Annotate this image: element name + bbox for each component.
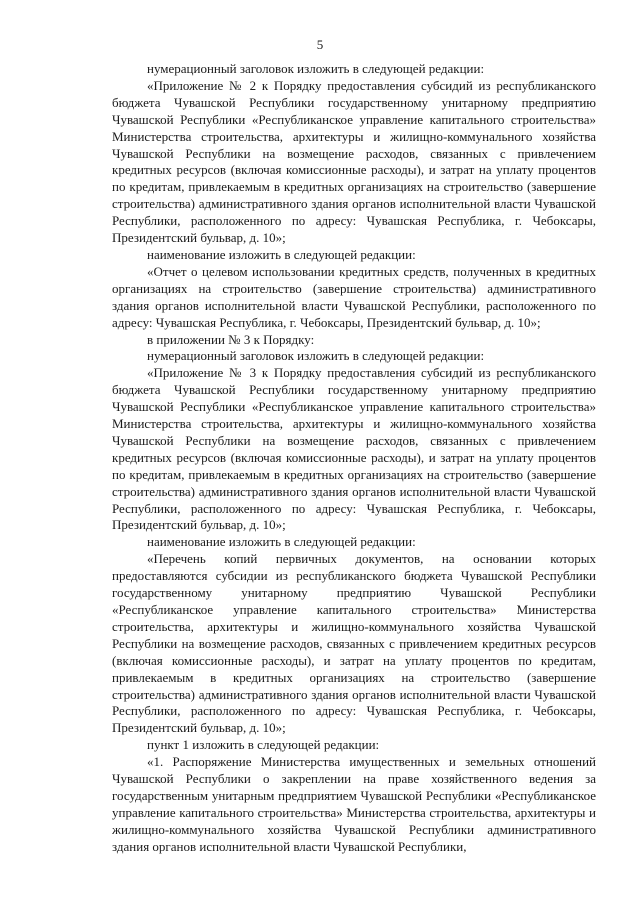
paragraph-title-instruction-2: наименование изложить в следующей редакции: (147, 534, 416, 550)
paragraph-appendix-3-instruction: в приложении № 3 к Порядку: (147, 331, 315, 347)
paragraph-report-title: «Отчет о целевом использовании кредитных средств, полученных в кредитных организациях на строительство (завершение строительства) административного здания органов исполнительной власти Чувашской Республики, расположенного по адресу: Чувашская Республика, г. Чебоксары, Президентский бульвар, д. 10»; (112, 263, 596, 330)
paragraph-appendix-3-header: «Приложение № 3 к Порядку предоставления субсидий из республиканского бюджета Чувашской Республики государственному унитарному предприятию Чувашской Республики «Республиканское управление капитального строительства» Министерства строительства, архитектуры и жилищно-коммунального хозяйства Чувашской Республики на возмещение расходов, связанных с привлечением кредитных ресурсов (включая комиссионные расходы), и затрат на уплату процентов по кредитам, привлекаемым в кредитных организациях на строительство (завершение строительства) административного здания органов исполнительной власти Чувашской Республики, расположенного по адресу: Чувашская Республика, г. Чебоксары, Президентский бульвар, д. 10»; (112, 365, 596, 533)
page-number: 5 (316, 37, 324, 52)
paragraph-item-1-instruction: пункт 1 изложить в следующей редакции: (147, 737, 380, 753)
document-body (112, 61, 596, 856)
paragraph-documents-list-title: «Перечень копий первичных документов, на основании которых предоставляются субсидии из республиканского бюджета Чувашской Республики государственному унитарному предприятию Чувашской Республики «Республиканское управление капитального строительства» Министерства строительства, архитектуры и жилищно-коммунального хозяйства Чувашской Республики на возмещение расходов, связанных с привлечением кредитных ресурсов (включая комиссионные расходы), и затрат на уплату процентов по кредитам, привлекаемым в кредитных организациях на строительство (завершение строительства) административного здания органов исполнительной власти Чувашской Республики, расположенного по адресу: Чувашская Республика, г. Чебоксары, Президентский бульвар, д. 10»; (112, 551, 596, 736)
paragraph-numbering-header-instruction-2: нумерационный заголовок изложить в следующей редакции: (147, 348, 485, 364)
paragraph-appendix-2-header: «Приложение № 2 к Порядку предоставления субсидий из республиканского бюджета Чувашской Республики государственному унитарному предприятию Чувашской Республики «Республиканское управление капитального строительства» Министерства строительства, архитектуры и жилищно-коммунального хозяйства Чувашской Республики на возмещение расходов, связанных с привлечением кредитных ресурсов (включая комиссионные расходы), и затрат на уплату процентов по кредитам, привлекаемым в кредитных организациях на строительство (завершение строительства) административного здания органов исполнительной власти Чувашской Республики, расположенного по адресу: Чувашская Республика, г. Чебоксары, Президентский бульвар, д. 10»; (112, 77, 596, 246)
paragraph-numbering-header-instruction-1: нумерационный заголовок изложить в следующей редакции: (147, 61, 485, 76)
paragraph-title-instruction-1: наименование изложить в следующей редакции: (147, 246, 416, 262)
paragraph-item-1-text: «1. Распоряжение Министерства имущественных и земельных отношений Чувашской Республики о закреплении на праве хозяйственного ведения за государственным унитарным предприятием Чувашской Республики «Республиканское управление капитального строительства» Министерства строительства, архитектуры и жилищно-коммунального хозяйства Чувашской Республики административного здания органов исполнительной власти Чувашской Республики, (112, 754, 596, 854)
